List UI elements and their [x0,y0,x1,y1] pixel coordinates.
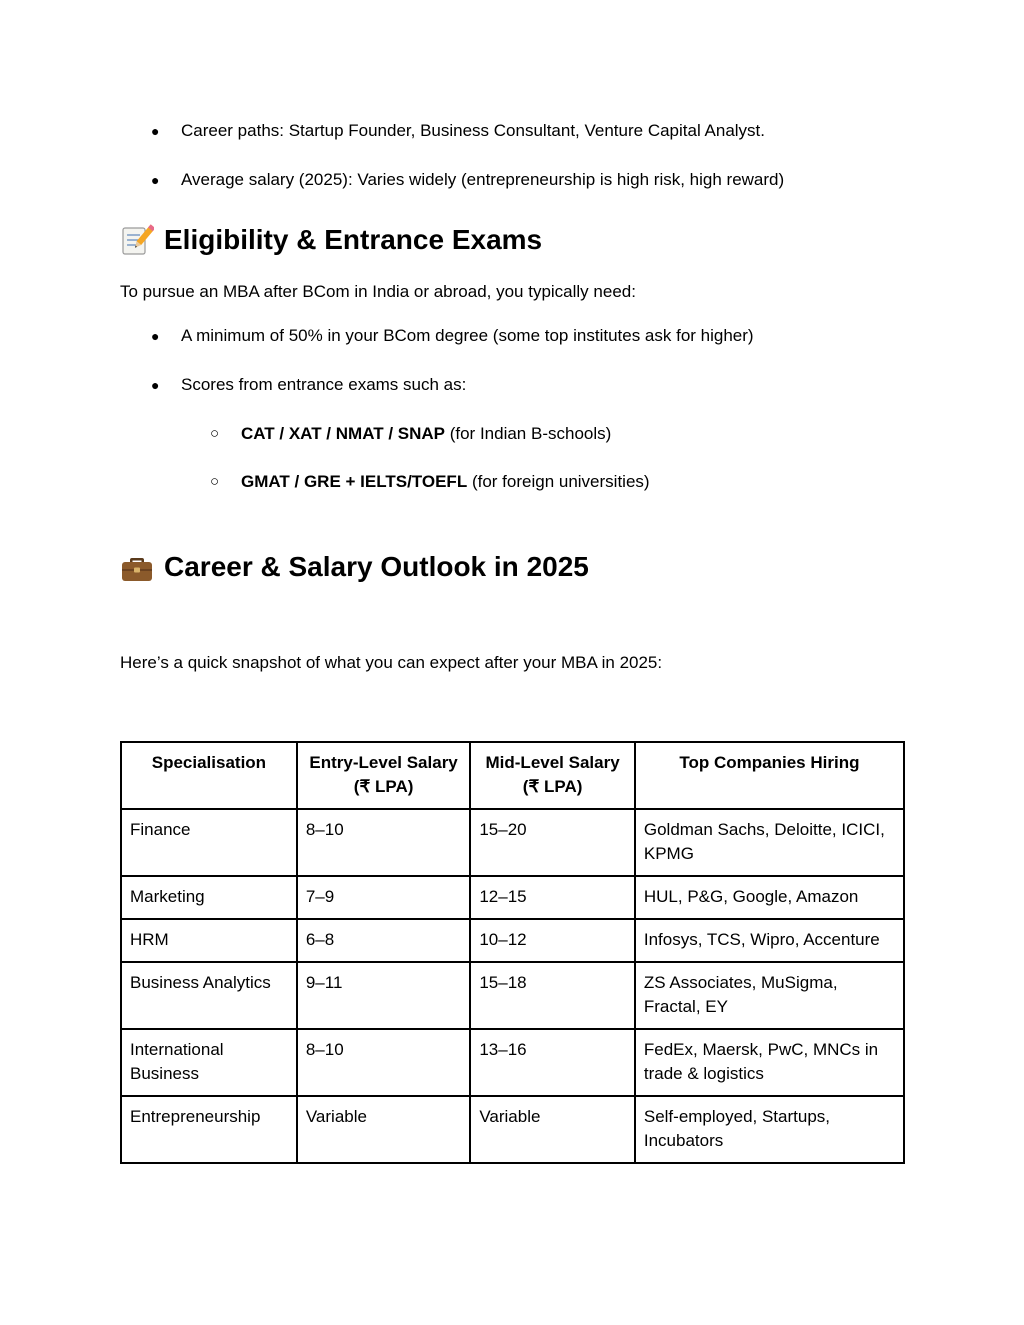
career-heading [120,549,589,585]
cell-specialisation: Marketing [121,876,297,919]
table-row [121,962,904,1029]
cell-companies: ZS Associates, MuSigma, Fractal, EY [635,962,904,1029]
cell-companies: Self-employed, Startups, Incubators [635,1096,904,1163]
table-row [121,1096,904,1163]
table-row [121,876,904,919]
cell-specialisation: Finance [121,809,297,876]
cell-entry-salary: 8–10 [297,1029,470,1096]
cell-specialisation: Entrepreneurship [121,1096,297,1163]
cell-mid-salary: 13–16 [470,1029,635,1096]
eligibility-heading [120,222,542,258]
indian-exams-names: CAT / XAT / NMAT / SNAP [241,424,445,443]
foreign-exams-note: (for foreign universities) [467,472,650,491]
eligibility-intro: To pursue an MBA after BCom in India or abroad, you typically need: [120,282,636,301]
header-entry-level-salary: Entry-Level Salary (₹ LPA) [297,742,470,809]
cell-specialisation: International Business [121,1029,297,1096]
table-header-row [121,742,904,809]
foreign-exams-names: GMAT / GRE + IELTS/TOEFL [241,472,468,491]
header-top-companies: Top Companies Hiring [635,742,904,809]
memo-icon [120,223,154,257]
career-paths-bullet: Career paths: Startup Founder, Business Consultant, Venture Capital Analyst. [181,121,766,140]
header-specialisation: Specialisation [121,742,297,809]
bullet-marker: ● [151,123,160,139]
cell-entry-salary: Variable [297,1096,470,1163]
cell-companies: FedEx, Maersk, PwC, MNCs in trade & logistics [635,1029,904,1096]
cell-entry-salary: 6–8 [297,919,470,962]
briefcase-icon [120,550,154,584]
table-row [121,919,904,962]
bullet-marker: ● [151,172,160,188]
average-salary-bullet: Average salary (2025): Varies widely (entrepreneurship is high risk, high reward) [181,170,785,189]
cell-mid-salary: 15–18 [470,962,635,1029]
eligibility-heading-text: Eligibility & Entrance Exams [164,224,543,255]
bullet-marker: ● [151,377,160,393]
career-heading-text: Career & Salary Outlook in 2025 [164,551,589,582]
cell-mid-salary: Variable [470,1096,635,1163]
foreign-exams-sub-bullet [241,471,650,493]
cell-entry-salary: 8–10 [297,809,470,876]
entrance-scores-bullet: Scores from entrance exams such as: [181,375,467,394]
cell-companies: Infosys, TCS, Wipro, Accenture [635,919,904,962]
table-row [121,1029,904,1096]
bullet-marker: ● [151,328,160,344]
salary-outlook-table [120,741,905,1164]
minimum-percent-bullet: A minimum of 50% in your BCom degree (some top institutes ask for higher) [181,326,754,345]
sub-bullet-marker: ○ [210,473,220,490]
sub-bullet-marker: ○ [210,425,220,442]
indian-exams-sub-bullet [241,423,611,445]
header-mid-level-salary: Mid-Level Salary (₹ LPA) [470,742,635,809]
cell-entry-salary: 7–9 [297,876,470,919]
cell-specialisation: HRM [121,919,297,962]
career-intro: Here’s a quick snapshot of what you can expect after your MBA in 2025: [120,653,663,672]
cell-mid-salary: 12–15 [470,876,635,919]
cell-companies: HUL, P&G, Google, Amazon [635,876,904,919]
cell-entry-salary: 9–11 [297,962,470,1029]
cell-mid-salary: 10–12 [470,919,635,962]
indian-exams-note: (for Indian B-schools) [445,424,612,443]
cell-specialisation: Business Analytics [121,962,297,1029]
table-row [121,809,904,876]
cell-mid-salary: 15–20 [470,809,635,876]
cell-companies: Goldman Sachs, Deloitte, ICICI, KPMG [635,809,904,876]
